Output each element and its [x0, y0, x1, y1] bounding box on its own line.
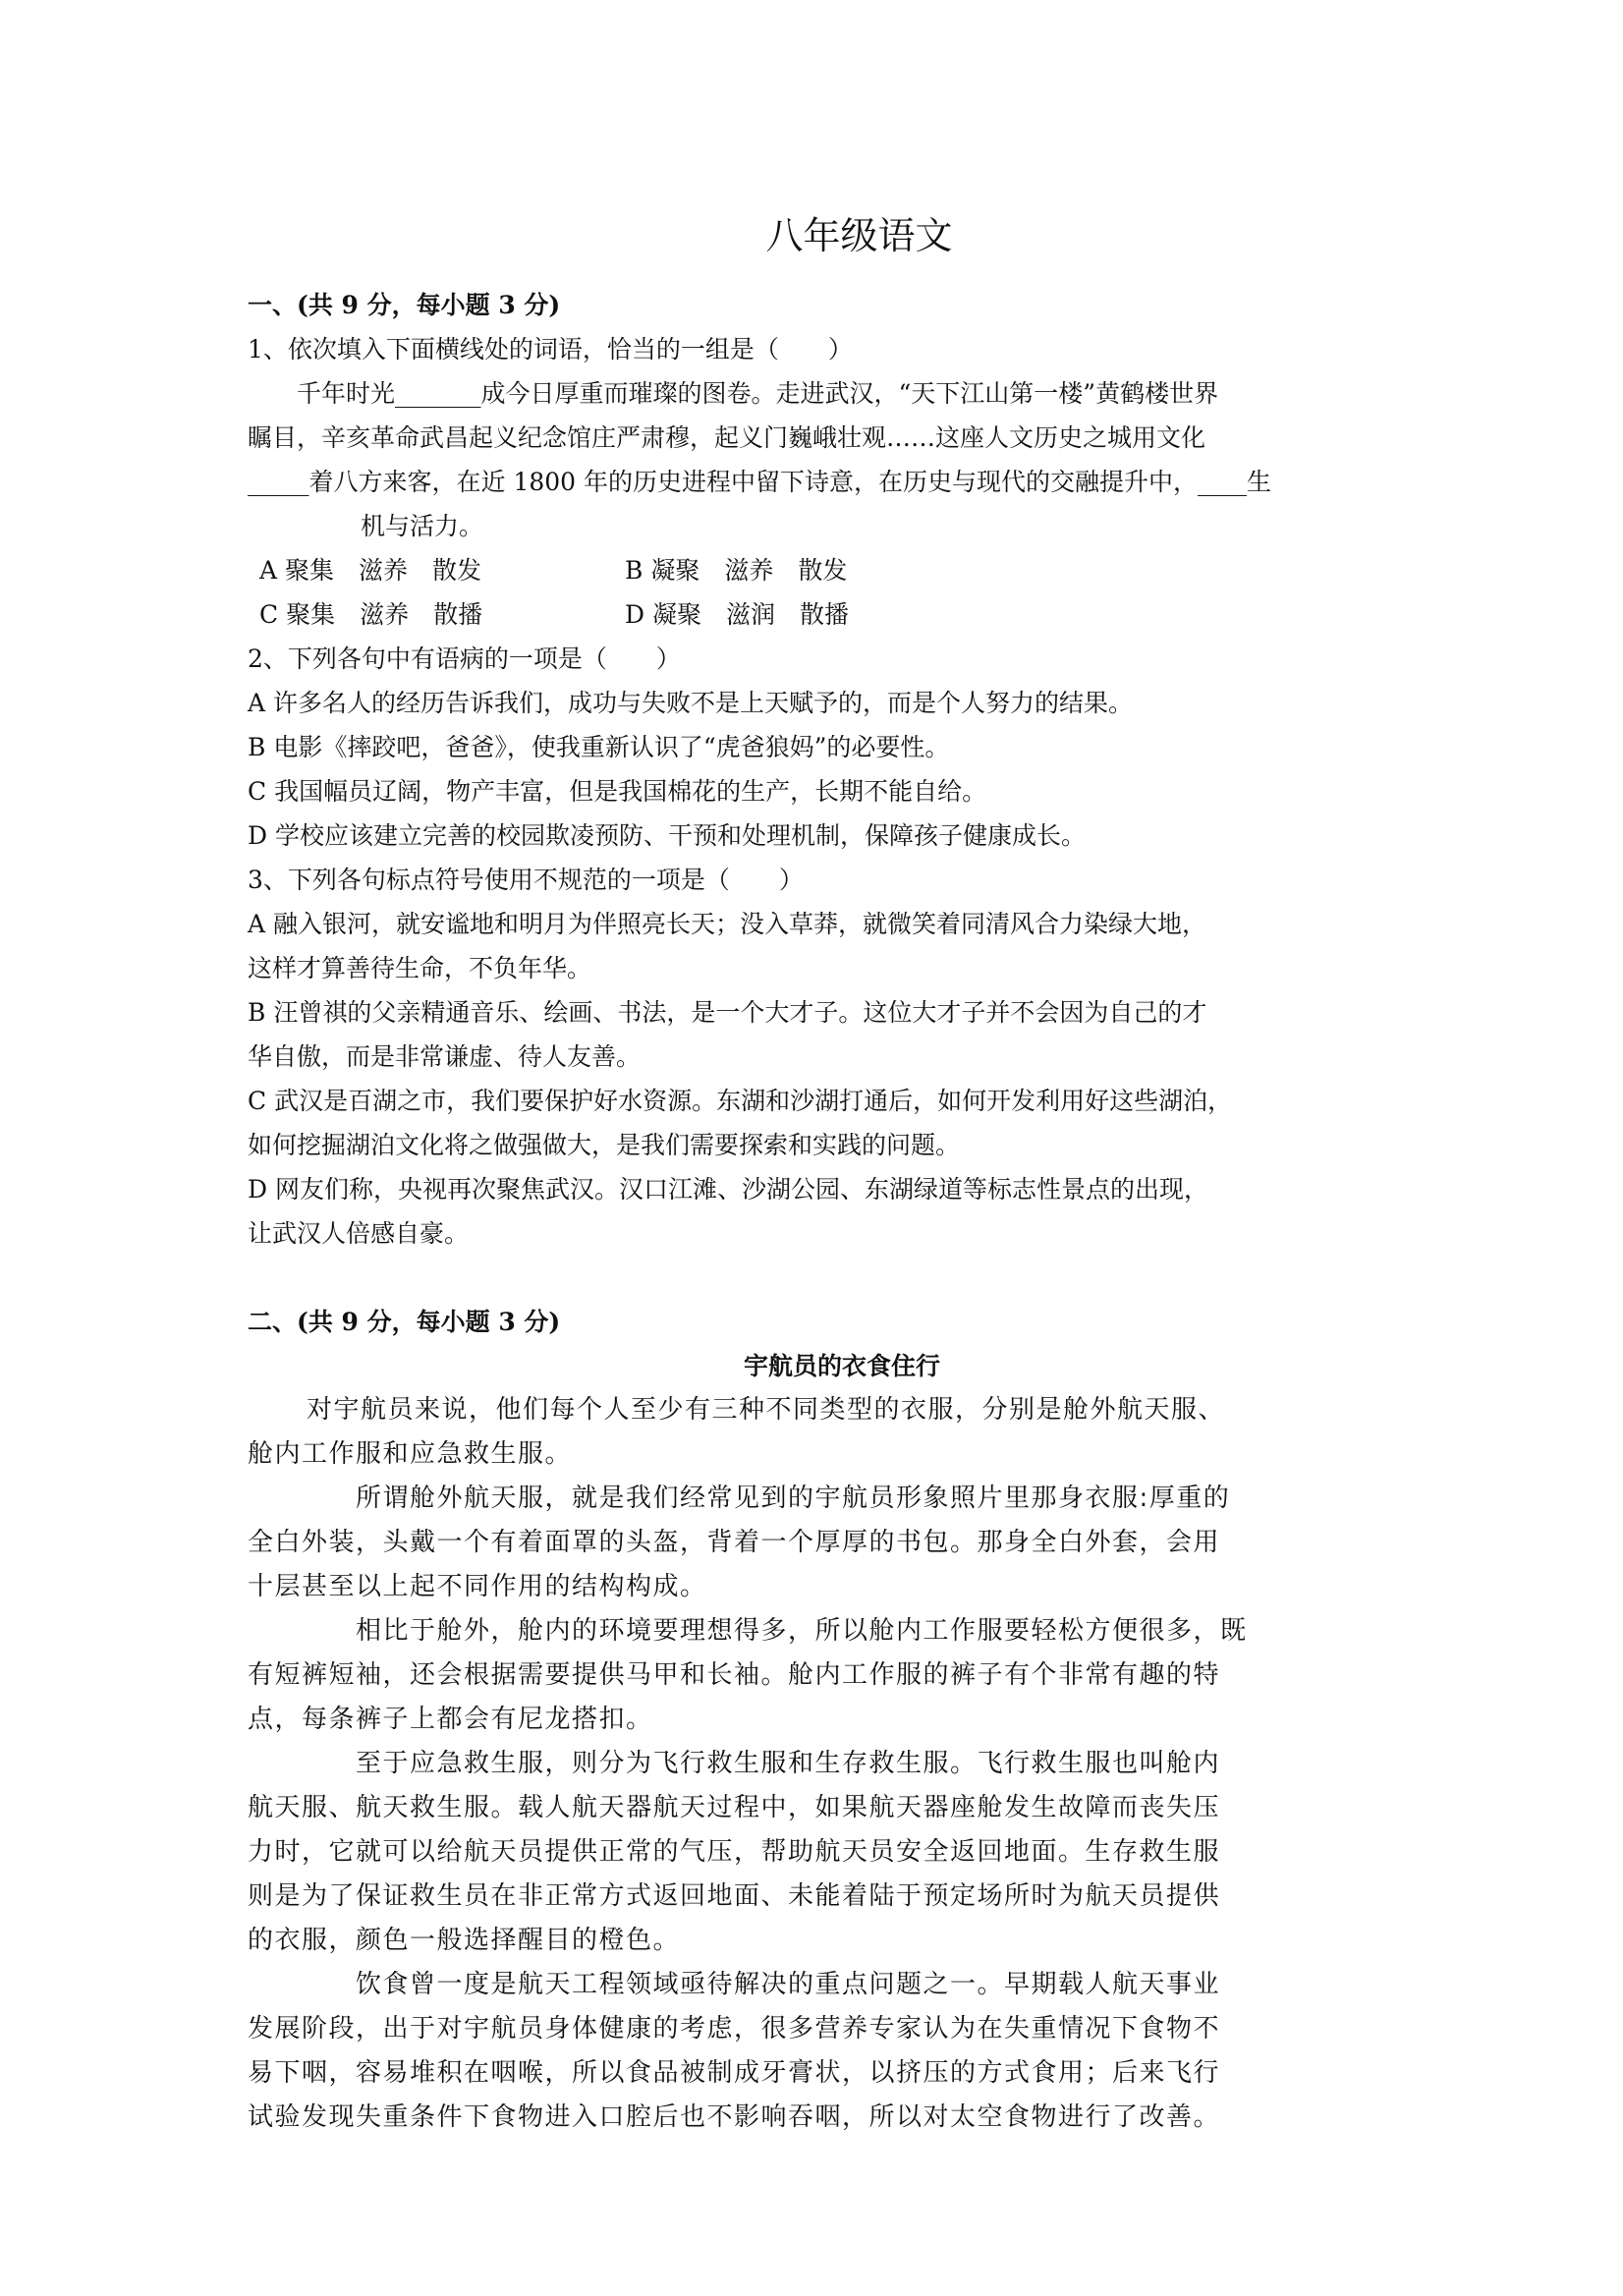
page-title: 八年级语文	[765, 214, 953, 257]
section1-heading: 一、(共 9 分，每小题 3 分)	[248, 291, 561, 319]
article-line: 发展阶段，出于对宇航员身体健康的考虑，很多营养专家认为在失重情况下食物不	[248, 2014, 1221, 2044]
article-line: 的衣服，颜色一般选择醒目的橙色。	[248, 1926, 681, 1955]
article-line: 航天服、航天救生服。载人航天器航天过程中，如果航天器座舱发生故障而丧失压	[248, 1793, 1221, 1822]
q3-option-line: A 融入银河，就安谧地和明月为伴照亮长天；没入草莽，就微笑着同清风合力染绿大地，	[248, 910, 1207, 938]
q3-stem: 3、下列各句标点符号使用不规范的一项是（ ）	[248, 866, 804, 894]
article-line: 所谓舱外航天服，就是我们经常见到的宇航员形象照片里那身衣服:厚重的	[356, 1484, 1231, 1513]
article-line: 舱内工作服和应急救生服。	[248, 1439, 573, 1469]
q1-passage-line: 瞩目，辛亥革命武昌起义纪念馆庄严肃穆，起义门巍峨壮观……这座人文历史之城用文化	[248, 423, 1206, 452]
article-line: 点，每条裤子上都会有尼龙搭扣。	[248, 1705, 653, 1734]
q3-option-line: D 网友们称，央视再次聚焦武汉。汉口江滩、沙湖公园、东湖绿道等标志性景点的出现，	[248, 1175, 1208, 1204]
article-line: 至于应急救生服，则分为飞行救生服和生存救生服。飞行救生服也叫舱内	[356, 1749, 1221, 1778]
article-line: 则是为了保证救生员在非正常方式返回地面、未能着陆于预定场所时为航天员提供	[248, 1881, 1221, 1911]
q2-option-d: D 学校应该建立完善的校园欺凌预防、干预和处理机制，保障孩子健康成长。	[248, 821, 1086, 850]
article-line: 十层甚至以上起不同作用的结构构成。	[248, 1572, 707, 1601]
q1-options-row	[248, 592, 1397, 637]
q1-options-row	[248, 548, 1397, 592]
section2-heading: 二、(共 9 分，每小题 3 分)	[248, 1308, 561, 1336]
q1-passage-line: _____着八方来客，在近 1800 年的历史进程中留下诗意，在历史与现代的交融提升中，____生	[248, 468, 1272, 496]
q3-option-line: 这样才算善待生命，不负年华。	[248, 954, 592, 982]
q2-option-b: B 电影《摔跤吧，爸爸》，使我重新认识了“虎爸狼妈”的必要性。	[248, 733, 950, 761]
q1-passage-line: 千年时光_______成今日厚重而璀璨的图卷。走进武汉，“天下江山第一楼”黄鹤楼世界	[297, 379, 1219, 408]
q1-option-c: C 聚集 滋养 散播	[259, 600, 483, 629]
q3-option-line: C 武汉是百湖之市，我们要保护好水资源。东湖和沙湖打通后，如何开发利用好这些湖泊，	[248, 1087, 1233, 1115]
q1-option-a: A 聚集 滋养 散发	[259, 556, 482, 585]
exam-page	[248, 206, 1397, 2140]
q2-option-a: A 许多名人的经历告诉我们，成功与失败不是上天赋予的，而是个人努力的结果。	[248, 689, 1134, 717]
q1-stem: 1、依次填入下面横线处的词语，恰当的一组是（ ）	[248, 335, 853, 364]
q1-option-b: B 凝聚 滋养 散发	[625, 556, 848, 585]
q3-option-line: 如何挖掘湖泊文化将之做强做大，是我们需要探索和实践的问题。	[248, 1131, 961, 1159]
section-spacer	[248, 1256, 1397, 1300]
article-line: 饮食曾一度是航天工程领域亟待解决的重点问题之一。早期载人航天事业	[356, 1970, 1221, 1999]
q1-option-d: D 凝聚 滋润 散播	[625, 600, 849, 629]
article-line: 有短裤短袖，还会根据需要提供马甲和长袖。舱内工作服的裤子有个非常有趣的特	[248, 1660, 1221, 1690]
q2-stem: 2、下列各句中有语病的一项是（ ）	[248, 644, 681, 673]
q3-option-line: 让武汉人倍感自豪。	[248, 1219, 470, 1248]
q2-option-c: C 我国幅员辽阔，物产丰富，但是我国棉花的生产，长期不能自给。	[248, 777, 987, 806]
q3-option-line: 华自傲，而是非常谦虚、待人友善。	[248, 1042, 642, 1071]
article-line: 试验发现失重条件下食物进入口腔后也不影响吞咽，所以对太空食物进行了改善。	[248, 2102, 1221, 2132]
article-line: 全白外装，头戴一个有着面罩的头盔，背着一个厚厚的书包。那身全白外套，会用	[248, 1528, 1221, 1557]
article-line: 相比于舱外，舱内的环境要理想得多，所以舱内工作服要轻松方便很多，既	[356, 1616, 1248, 1646]
q3-option-line: B 汪曾祺的父亲精通音乐、绘画、书法，是一个大才子。这位大才子并不会因为自己的才	[248, 998, 1207, 1027]
article-line: 易下咽，容易堆积在咽喉，所以食品被制成牙膏状，以挤压的方式食用；后来飞行	[248, 2058, 1221, 2088]
article-title: 宇航员的衣食住行	[743, 1352, 940, 1380]
article-line: 力时，它就可以给航天员提供正常的气压，帮助航天员安全返回地面。生存救生服	[248, 1837, 1221, 1867]
article-line: 对宇航员来说，他们每个人至少有三种不同类型的衣服，分别是舱外航天服、	[307, 1395, 1226, 1425]
q1-passage-line: 机与活力。	[361, 512, 484, 540]
